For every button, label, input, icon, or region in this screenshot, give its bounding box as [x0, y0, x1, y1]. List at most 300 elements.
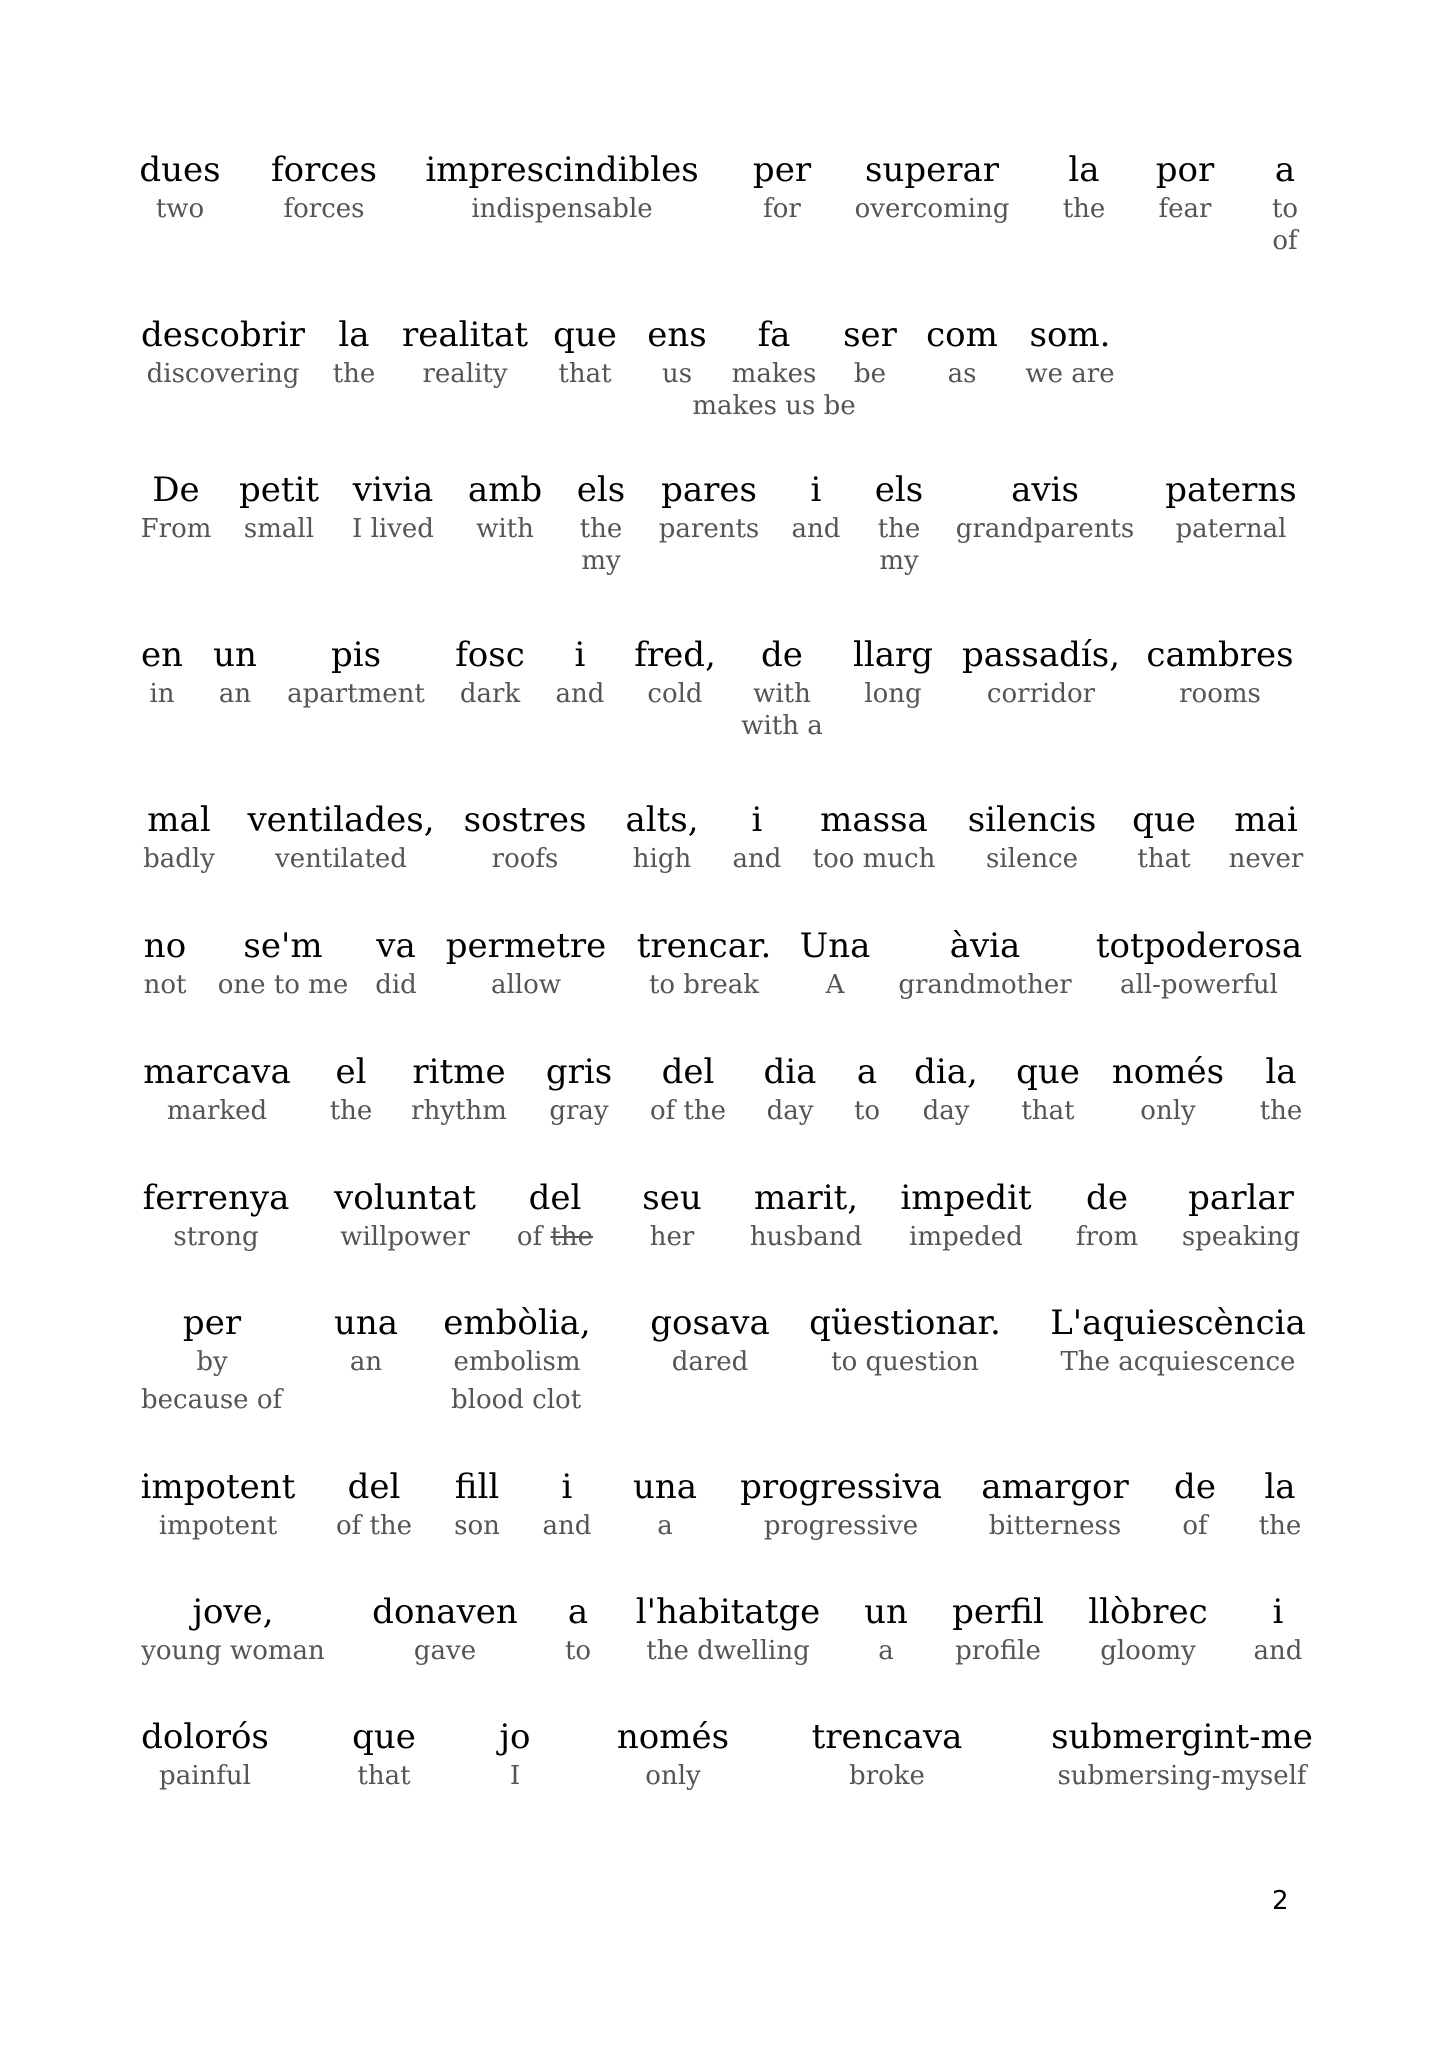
word-pair: [499, 1717, 530, 1792]
source-word: som.: [1029, 315, 1111, 355]
source-word: paterns: [1165, 470, 1297, 510]
gloss-word: impotent: [158, 1511, 278, 1541]
gloss-word: never: [1228, 844, 1304, 874]
source-word: ritme: [412, 1052, 506, 1092]
source-word: que: [1132, 800, 1196, 840]
gloss-word: rhythm: [411, 1096, 507, 1126]
source-word: del: [528, 1178, 582, 1218]
word-pair: [764, 1052, 817, 1127]
word-pair: [372, 1592, 518, 1667]
gloss-word: I lived: [352, 514, 434, 544]
gloss-word: paternal: [1175, 514, 1287, 544]
source-word: la: [1265, 1052, 1297, 1092]
gloss-word: the dwelling: [646, 1636, 810, 1666]
gloss-word: to question: [831, 1347, 979, 1377]
word-pair: [1254, 1592, 1303, 1667]
text-line: [141, 1178, 1311, 1318]
word-pair: [753, 150, 811, 225]
source-word: mal: [147, 800, 211, 840]
source-word: imprescindibles: [425, 150, 699, 190]
word-pair: [443, 1303, 590, 1378]
gloss-word: [517, 1221, 593, 1253]
word-pair: [352, 1717, 416, 1792]
word-pair: [617, 1717, 729, 1792]
word-pair: [1016, 1052, 1080, 1127]
gloss-word: that: [1021, 1096, 1075, 1126]
source-word: embòlia,: [443, 1303, 591, 1343]
gloss-alt: makes us be: [692, 391, 856, 421]
source-word: que: [1016, 1052, 1080, 1092]
gloss-word: gave: [413, 1636, 477, 1666]
word-pair: [864, 1592, 908, 1667]
gloss-word: for: [763, 194, 801, 224]
source-word: impedit: [900, 1178, 1032, 1218]
word-pair: [812, 1717, 963, 1792]
gloss-alt: with a: [741, 711, 823, 741]
gloss-word: marked: [166, 1096, 268, 1126]
source-word: llarg: [852, 635, 934, 675]
source-word: voluntat: [334, 1178, 476, 1218]
gloss-word: dark: [459, 679, 521, 709]
source-word: perfil: [952, 1592, 1044, 1632]
word-pair: [143, 1178, 290, 1253]
source-word: gosava: [650, 1303, 770, 1343]
source-word: va: [376, 926, 416, 966]
gloss-word: with: [753, 679, 811, 709]
word-pair: [336, 1467, 412, 1542]
source-word: un: [213, 635, 257, 675]
word-pair: [464, 800, 587, 875]
gloss-word: embolism: [453, 1347, 581, 1377]
gloss-alt: my: [879, 546, 919, 576]
source-word: qüestionar.: [809, 1303, 1001, 1343]
text-line: [141, 800, 1311, 940]
source-word: només: [616, 1717, 730, 1757]
source-word: seu: [642, 1178, 702, 1218]
text-line: [141, 1467, 1311, 1607]
gloss-word: that: [357, 1761, 411, 1791]
word-pair: [1156, 150, 1215, 225]
gloss-word: the: [579, 514, 623, 544]
gloss-word: by: [196, 1347, 228, 1377]
gloss-word: I: [509, 1761, 521, 1791]
gloss-word: bitterness: [988, 1511, 1122, 1541]
gloss-word: The acquiescence: [1060, 1347, 1296, 1377]
word-pair: [330, 1052, 373, 1127]
source-word: fa: [757, 315, 791, 355]
source-word: jo: [499, 1717, 531, 1757]
word-pair: [517, 1178, 593, 1253]
gloss-word: the: [1062, 194, 1106, 224]
source-word: trencava: [811, 1717, 963, 1757]
source-word: de: [1086, 1178, 1128, 1218]
source-word: parlar: [1188, 1178, 1294, 1218]
gloss-word: overcoming: [854, 194, 1010, 224]
gloss-word: gray: [549, 1096, 609, 1126]
word-pair: [352, 470, 434, 545]
gloss-word: forces: [283, 194, 365, 224]
word-pair: [792, 470, 841, 545]
word-pair: [375, 926, 417, 1001]
word-pair: [1272, 150, 1298, 257]
source-word: per: [182, 1303, 242, 1343]
gloss-word: the: [1258, 1511, 1302, 1541]
gloss-word: to: [1271, 194, 1299, 224]
word-pair: [1165, 470, 1296, 545]
gloss-word: to: [564, 1636, 592, 1666]
gloss-word: two: [155, 194, 205, 224]
gloss-note: because of: [141, 1385, 283, 1415]
gloss-word: rooms: [1179, 679, 1261, 709]
gloss-word: indispensable: [471, 194, 653, 224]
source-word: marcava: [143, 1052, 291, 1092]
word-pair: [1076, 1178, 1138, 1253]
gloss-word: broke: [849, 1761, 925, 1791]
source-word: una: [333, 1303, 399, 1343]
word-pair: [334, 1178, 476, 1253]
gloss-word: day: [922, 1096, 970, 1126]
word-pair: [546, 1052, 612, 1127]
gloss-word: a: [878, 1636, 894, 1666]
word-pair: [741, 635, 823, 742]
gloss-word: apartment: [287, 679, 425, 709]
source-word: del: [347, 1467, 401, 1507]
word-pair: [213, 635, 257, 710]
gloss-word: the: [329, 1096, 373, 1126]
gloss-word: to: [853, 1096, 881, 1126]
source-word: avis: [1011, 470, 1079, 510]
word-pair: [454, 1467, 500, 1542]
word-pair: [143, 1052, 291, 1127]
word-pair: [1050, 1303, 1306, 1378]
gloss-word: we are: [1025, 359, 1115, 389]
gloss-word: the: [877, 514, 921, 544]
word-pair: [853, 635, 933, 710]
gloss-word: corridor: [986, 679, 1096, 709]
source-word: ventilades,: [247, 800, 435, 840]
source-word: passadís,: [961, 635, 1121, 675]
word-pair: [956, 470, 1134, 545]
gloss-word: with: [476, 514, 534, 544]
word-pair: [141, 315, 305, 390]
gloss-word: of: [1182, 1511, 1208, 1541]
word-pair: [636, 1592, 821, 1667]
source-word: ens: [647, 315, 707, 355]
gloss-word: that: [558, 359, 612, 389]
text-line: [141, 470, 1311, 610]
source-word: no: [143, 926, 187, 966]
word-pair: [625, 800, 698, 875]
source-word: i: [810, 470, 822, 510]
word-pair: [141, 1717, 269, 1792]
word-pair: [926, 315, 998, 390]
gloss-word: high: [632, 844, 692, 874]
gloss-word: From: [140, 514, 212, 544]
source-word: amargor: [981, 1467, 1129, 1507]
word-pair: [1182, 1178, 1300, 1253]
word-pair: [750, 1178, 862, 1253]
word-pair: [1088, 1592, 1207, 1667]
source-word: del: [661, 1052, 715, 1092]
gloss-word: and: [791, 514, 841, 544]
source-word: i: [751, 800, 763, 840]
gloss-word: willpower: [340, 1222, 470, 1252]
source-word: la: [338, 315, 370, 355]
gloss-word: and: [542, 1511, 592, 1541]
gloss-word: of the: [335, 1511, 413, 1541]
gloss-word: of the: [649, 1096, 727, 1126]
gloss-word: did: [375, 970, 417, 1000]
source-word: a: [1274, 150, 1296, 190]
text-line: [141, 926, 1311, 1066]
word-pair: [247, 800, 434, 875]
source-word: de: [1174, 1467, 1216, 1507]
source-word: amb: [467, 470, 543, 510]
gloss-word: impeded: [909, 1222, 1023, 1252]
source-word: marit,: [753, 1178, 859, 1218]
word-pair: [900, 1178, 1031, 1253]
source-word: submergint-me: [1051, 1717, 1313, 1757]
source-word: trencar.: [636, 926, 772, 966]
gloss-word: discovering: [146, 359, 300, 389]
gloss-word: young woman: [141, 1636, 325, 1666]
source-word: totpoderosa: [1095, 926, 1303, 966]
word-pair: [425, 150, 698, 225]
source-word: dues: [139, 150, 221, 190]
gloss-word: ventilated: [275, 844, 407, 874]
word-pair: [446, 926, 607, 1001]
source-word: que: [352, 1717, 416, 1757]
word-pair: [952, 1592, 1044, 1667]
text-line: [141, 635, 1311, 775]
text-line: [141, 150, 1311, 290]
gloss-word: reality: [422, 359, 508, 389]
source-word: fill: [454, 1467, 500, 1507]
gloss-word: A: [825, 970, 845, 1000]
source-word: sostres: [463, 800, 587, 840]
source-word: fosc: [455, 635, 525, 675]
word-pair: [650, 1303, 769, 1378]
source-word: jove,: [192, 1592, 274, 1632]
source-word: de: [761, 635, 803, 675]
gloss-word: only: [645, 1761, 701, 1791]
word-pair: [411, 1052, 507, 1127]
source-word: ferrenya: [142, 1178, 290, 1218]
source-word: vivia: [352, 470, 434, 510]
source-word: mai: [1234, 800, 1298, 840]
source-word: per: [752, 150, 812, 190]
gloss-word: gloomy: [1100, 1636, 1196, 1666]
source-word: a: [567, 1592, 589, 1632]
word-pair: [218, 926, 348, 1001]
gloss-word: be: [853, 359, 887, 389]
source-word: L'aquiescència: [1050, 1303, 1306, 1343]
word-pair: [633, 1467, 697, 1542]
source-word: forces: [271, 150, 377, 190]
gloss-word: profile: [955, 1636, 1041, 1666]
gloss-word: progressive: [763, 1511, 919, 1541]
gloss-word: and: [555, 679, 605, 709]
word-pair: [642, 1178, 701, 1253]
gloss-word: grandmother: [898, 970, 1072, 1000]
word-pair: [553, 315, 617, 390]
word-pair: [141, 1467, 296, 1542]
word-pair: [733, 800, 782, 875]
gloss-word: all-powerful: [1120, 970, 1278, 1000]
text-line: [141, 1592, 1311, 1732]
source-word: la: [1068, 150, 1100, 190]
gloss-word: us: [661, 359, 693, 389]
gloss-word: her: [649, 1222, 695, 1252]
source-word: l'habitatge: [635, 1592, 821, 1632]
source-word: realitat: [402, 315, 528, 355]
source-word: els: [576, 470, 626, 510]
source-word: pis: [330, 635, 382, 675]
page-number: 2: [1272, 1886, 1289, 1916]
gloss-word: submersing-myself: [1057, 1761, 1307, 1791]
word-pair: [402, 315, 528, 390]
word-pair: [1025, 315, 1114, 390]
gloss-alt: of: [1272, 226, 1298, 256]
gloss-word: painful: [159, 1761, 251, 1791]
word-pair: [854, 1052, 880, 1127]
word-pair: [287, 635, 425, 710]
source-word: que: [553, 315, 617, 355]
gloss-word: day: [766, 1096, 814, 1126]
word-pair: [556, 635, 605, 710]
gloss-word: and: [1253, 1636, 1303, 1666]
gloss-word: parents: [658, 514, 760, 544]
word-pair: [809, 1303, 1001, 1378]
source-word: el: [335, 1052, 367, 1092]
word-pair: [981, 1467, 1129, 1542]
gloss-alt: my: [581, 546, 621, 576]
gloss-word: the: [1259, 1096, 1303, 1126]
word-pair: [800, 926, 871, 1001]
source-word: pares: [661, 470, 757, 510]
source-word: por: [1155, 150, 1215, 190]
source-word: se'm: [243, 926, 323, 966]
word-pair: [143, 800, 215, 875]
gloss-word: allow: [490, 970, 562, 1000]
gloss-word: one to me: [217, 970, 349, 1000]
word-pair: [740, 1467, 942, 1542]
word-pair: [1063, 150, 1106, 225]
gloss-word: too much: [812, 844, 936, 874]
gloss-word: fear: [1158, 194, 1212, 224]
source-word: progressiva: [740, 1467, 942, 1507]
gloss-word: long: [864, 679, 922, 709]
gloss-word: only: [1140, 1096, 1196, 1126]
word-pair: [1259, 1467, 1302, 1542]
source-word: àvia: [949, 926, 1021, 966]
struck-gloss: the: [550, 1222, 594, 1252]
text-line: [141, 1303, 1311, 1443]
source-word: i: [561, 1467, 573, 1507]
word-pair: [334, 1303, 398, 1378]
word-pair: [898, 926, 1071, 1001]
word-pair: [565, 1592, 591, 1667]
gloss-word: grandparents: [955, 514, 1135, 544]
gloss-word: not: [143, 970, 187, 1000]
source-word: petit: [238, 470, 320, 510]
source-word: fred,: [634, 635, 716, 675]
source-word: llòbrec: [1088, 1592, 1208, 1632]
source-word: i: [1272, 1592, 1284, 1632]
word-pair: [1132, 800, 1196, 875]
word-pair: [455, 635, 525, 710]
word-pair: [333, 315, 376, 390]
gloss-word: and: [732, 844, 782, 874]
source-word: dolorós: [141, 1717, 269, 1757]
text-line: [141, 1717, 1311, 1857]
source-word: donaven: [372, 1592, 518, 1632]
source-word: gris: [545, 1052, 613, 1092]
gloss-word: silence: [985, 844, 1079, 874]
gloss-word: badly: [143, 844, 215, 874]
gloss-word: cold: [647, 679, 703, 709]
word-pair: [1112, 1052, 1224, 1127]
source-word: en: [140, 635, 184, 675]
source-word: com: [926, 315, 998, 355]
gloss-word: roofs: [491, 844, 559, 874]
source-word: a: [856, 1052, 878, 1092]
text-line: [141, 1052, 1311, 1192]
gloss-word: an: [218, 679, 252, 709]
word-pair: [637, 926, 772, 1001]
gloss-word: dared: [671, 1347, 749, 1377]
source-word: dia: [763, 1052, 817, 1092]
source-word: només: [1111, 1052, 1225, 1092]
source-word: dia,: [914, 1052, 978, 1092]
source-word: alts,: [625, 800, 699, 840]
gloss-word: in: [149, 679, 175, 709]
gloss-word: an: [349, 1347, 383, 1377]
word-pair: [634, 635, 716, 710]
word-pair: [1174, 1467, 1216, 1542]
gloss-word: the: [332, 359, 376, 389]
word-pair: [577, 470, 625, 577]
word-pair: [1146, 635, 1293, 710]
source-word: Una: [799, 926, 871, 966]
word-pair: [468, 470, 542, 545]
source-word: i: [574, 635, 586, 675]
source-word: massa: [820, 800, 928, 840]
word-pair: [183, 1303, 241, 1378]
word-pair: [962, 635, 1120, 710]
gloss-word: to break: [648, 970, 760, 1000]
source-word: una: [632, 1467, 698, 1507]
source-word: descobrir: [141, 315, 305, 355]
text-line: [141, 315, 1311, 455]
word-pair: [139, 150, 220, 225]
source-word: els: [874, 470, 924, 510]
word-pair: [271, 150, 377, 225]
word-pair: [1229, 800, 1304, 875]
word-pair: [141, 1592, 325, 1667]
word-pair: [144, 926, 187, 1001]
word-pair: [1096, 926, 1302, 1001]
gloss-word: from: [1075, 1222, 1139, 1252]
gloss-of: of: [516, 1222, 543, 1252]
word-pair: [843, 315, 897, 390]
gloss-word: that: [1137, 844, 1191, 874]
word-pair: [875, 470, 923, 577]
source-word: silencis: [967, 800, 1097, 840]
source-word: un: [864, 1592, 908, 1632]
source-word: impotent: [140, 1467, 296, 1507]
gloss-word: son: [454, 1511, 500, 1541]
